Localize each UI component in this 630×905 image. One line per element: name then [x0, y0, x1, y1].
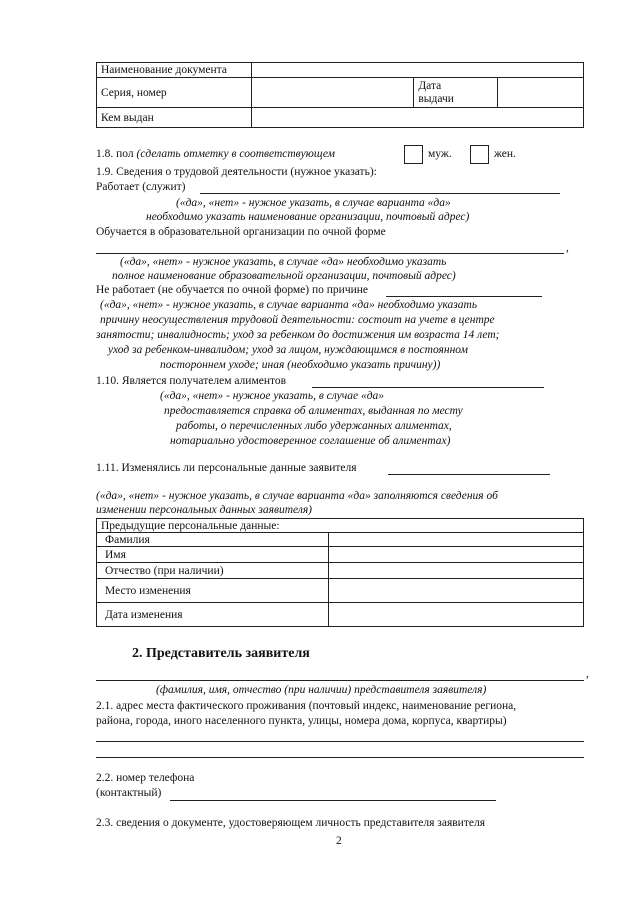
employment-section-title: 1.9. Сведения о трудовой деятельности (нужное указать):	[96, 166, 377, 178]
personal-data-hint-1: («да», «нет» - нужное указать, в случае варианта «да» заполняются сведения об	[96, 490, 498, 502]
prev-name-label: Имя	[97, 547, 329, 563]
address-field-line-2[interactable]	[96, 757, 584, 758]
issue-date-label-line2: выдачи	[418, 92, 454, 105]
alimony-field[interactable]	[312, 387, 544, 388]
issue-date-label	[414, 78, 498, 108]
address-label-1: 2.1. адрес места фактического проживания (почтовый индекс, наименование региона,	[96, 700, 517, 712]
prev-surname-field[interactable]	[328, 533, 583, 547]
change-place-field[interactable]	[328, 579, 583, 603]
previous-personal-data-table	[96, 518, 584, 627]
phone-field[interactable]	[170, 800, 496, 801]
works-hint-2: необходимо указать наименование организации, почтовый адрес)	[146, 211, 470, 223]
gender-label: 1.8. пол	[96, 148, 134, 160]
not-working-hint-4: уход за ребенком-инвалидом; уход за лицом, нуждающимся в постоянном	[108, 344, 468, 356]
personal-data-hint-2: изменении персональных данных заявителя)	[96, 504, 313, 516]
document-name-label: Наименование документа	[97, 63, 252, 78]
address-label-2: района, города, иного населенного пункта, улицы, номера дома, корпуса, квартиры)	[96, 715, 507, 727]
studies-hint-2: полное наименование образовательной организации, почтовый адрес)	[112, 270, 456, 282]
works-hint-1: («да», «нет» - нужное указать, в случае варианта «да»	[176, 197, 451, 209]
alimony-hint-4: нотариально удостоверенное соглашение об алиментах)	[170, 435, 451, 447]
prev-patronymic-label: Отчество (при наличии)	[97, 563, 329, 579]
female-checkbox[interactable]	[470, 145, 489, 164]
representative-section-title: 2. Представитель заявителя	[132, 646, 310, 661]
studies-comma: ,	[566, 242, 569, 254]
prev-name-field[interactable]	[328, 547, 583, 563]
series-number-label: Серия, номер	[97, 78, 252, 108]
not-working-hint-3: занятости; инвалидность; уход за ребенком до достижения им возраста 14 лет;	[96, 329, 500, 341]
change-place-label: Место изменения	[97, 579, 329, 603]
not-working-hint-1: («да», «нет» - нужное указать, в случае варианта «да» необходимо указать	[100, 299, 478, 311]
page-number: 2	[336, 835, 342, 847]
address-field-line-1[interactable]	[96, 741, 584, 742]
male-checkbox[interactable]	[404, 145, 423, 164]
previous-data-header: Предыдущие персональные данные:	[97, 519, 584, 533]
not-working-hint-5: постороннем уходе; иная (необходимо указать причину))	[160, 359, 441, 371]
alimony-hint-2: предоставляется справка об алиментах, выданная по месту	[164, 405, 463, 417]
female-label: жен.	[494, 148, 516, 160]
phone-label-1: 2.2. номер телефона	[96, 772, 195, 784]
representative-name-hint: (фамилия, имя, отчество (при наличии) представителя заявителя)	[156, 684, 487, 696]
studies-label: Обучается в образовательной организации по очной форме	[96, 226, 386, 238]
phone-label-2: (контактный)	[96, 787, 162, 799]
issued-by-label: Кем выдан	[97, 108, 252, 128]
alimony-label: 1.10. Является получателем алиментов	[96, 375, 287, 387]
alimony-hint-1: («да», «нет» - нужное указать, в случае «да»	[160, 390, 385, 402]
male-label: муж.	[428, 148, 452, 160]
representative-name-comma: ,	[586, 668, 589, 680]
prev-surname-label: Фамилия	[97, 533, 329, 547]
identity-document-table	[96, 62, 584, 128]
change-date-label: Дата изменения	[97, 603, 329, 627]
gender-hint: (сделать отметку в соответствующем	[136, 148, 336, 160]
gender-line	[96, 148, 335, 160]
issue-date-field[interactable]	[498, 78, 584, 108]
change-date-field[interactable]	[328, 603, 583, 627]
issued-by-field[interactable]	[251, 108, 583, 128]
representative-document-label: 2.3. сведения о документе, удостоверяющем личность представителя заявителя	[96, 817, 485, 829]
representative-name-field[interactable]	[96, 680, 584, 681]
studies-field[interactable]	[96, 253, 564, 254]
studies-hint-1: («да», «нет» - нужное указать, в случае «да» необходимо указать	[120, 256, 447, 268]
prev-patronymic-field[interactable]	[328, 563, 583, 579]
not-working-hint-2: причину неосуществления трудовой деятельности: состоит на учете в центре	[100, 314, 495, 326]
personal-data-changed-label: 1.11. Изменялись ли персональные данные заявителя	[96, 462, 357, 474]
alimony-hint-3: работы, о перечисленных либо удержанных алиментах,	[176, 420, 452, 432]
works-field[interactable]	[200, 193, 560, 194]
not-working-field[interactable]	[386, 296, 542, 297]
issue-date-label-line1: Дата	[418, 79, 442, 92]
works-label: Работает (служит)	[96, 181, 186, 193]
series-number-field[interactable]	[251, 78, 414, 108]
document-name-field[interactable]	[251, 63, 583, 78]
personal-data-changed-field[interactable]	[388, 474, 550, 475]
not-working-label: Не работает (не обучается по очной форме) по причине	[96, 284, 369, 296]
